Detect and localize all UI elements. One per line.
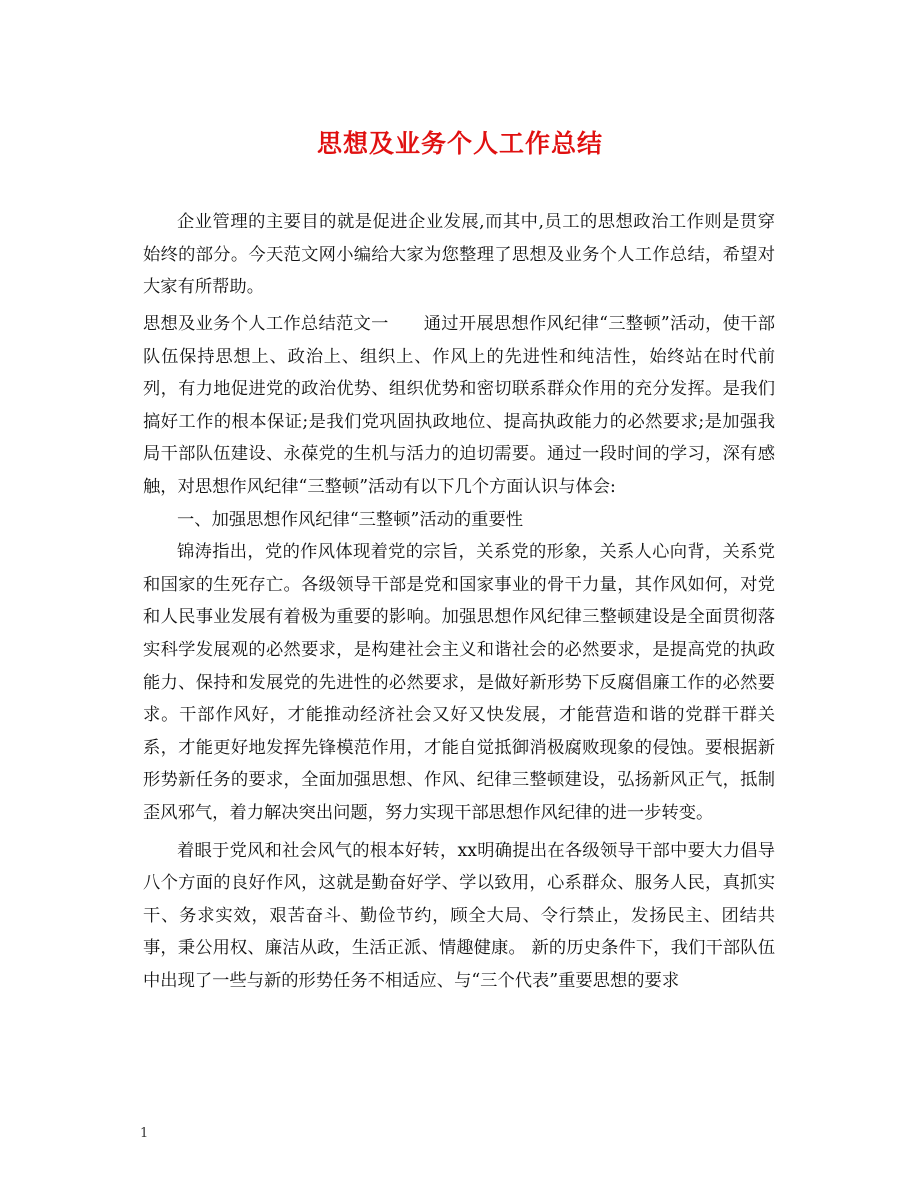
page-number: 1 (140, 1126, 149, 1141)
main-body (143, 308, 775, 997)
document-title: 思想及业务个人工作总结 (316, 129, 603, 158)
intro-block (143, 206, 775, 304)
paragraph-heading-importance: 一、加强思想作风纪律“三整顿”活动的重要性 (177, 509, 524, 530)
paragraph-party-style: 锦涛指出，党的作风体现着党的宗旨，关系党的形象，关系人心向背，关系党和国家的生死存亡。各级领导干部是党和国家事业的骨干力量，其作风如何，对党和人民事业发展有着极为重要的影响。加强思想作风纪律三整顿建设是全面贯彻落实科学发展观的必然要求，是构建社会主义和谐社会的必然要求，是提高党的执政能力、保持和发展党的先进性的必然要求，是做好新形势下反腐倡廉工作的必然要求。干部作风好，才能推动经济社会又好又快发展，才能营造和谐的党群干群关系，才能更好地发挥先锋模范作用，才能自觉抵御消极腐败现象的侵蚀。要根据新形势新任务的要求，全面加强思想、作风、纪律三整顿建设，弘扬新风正气，抵制歪风邪气，着力解决突出问题，努力实现干部思想作风纪律的进一步转变。 (143, 542, 775, 823)
paragraph-section-one: 思想及业务个人工作总结范文一 通过开展思想作风纪律“三整顿”活动，使干部队伍保持思想上、政治上、组织上、作风上的先进性和纯洁性，始终站在时代前列，有力地促进党的政治优势、组织优势和密切联系群众作用的充分发挥。是我们搞好工作的根本保证;是我们党巩固执政地位、提高执政能力的必然要求;是加强我局干部队伍建设、永葆党的生机与活力的迫切需要。通过一段时间的学习，深有感触，对思想作风纪律“三整顿”活动有以下几个方面认识与体会: (143, 314, 775, 497)
intro-paragraph: 企业管理的主要目的就是促进企业发展,而其中,员工的思想政治工作则是贯穿始终的部分。今天范文网小编给大家为您整理了思想及业务个人工作总结，希望对大家有所帮助。 (143, 212, 775, 298)
paragraph-eight-styles: 着眼于党风和社会风气的根本好转，xx明确提出在各级领导干部中要大力倡导八个方面的良好作风，这就是勤奋好学、学以致用，心系群众、服务人民，真抓实干、务求实效，艰苦奋斗、勤俭节约，顾全大局、令行禁止，发扬民主、团结共事，秉公用权、廉洁从政，生活正派、情趣健康。 新的历史条件下，我们干部队伍中出现了一些与新的形势任务不相适应、与“三个代表”重要思想的要求 (143, 840, 775, 991)
